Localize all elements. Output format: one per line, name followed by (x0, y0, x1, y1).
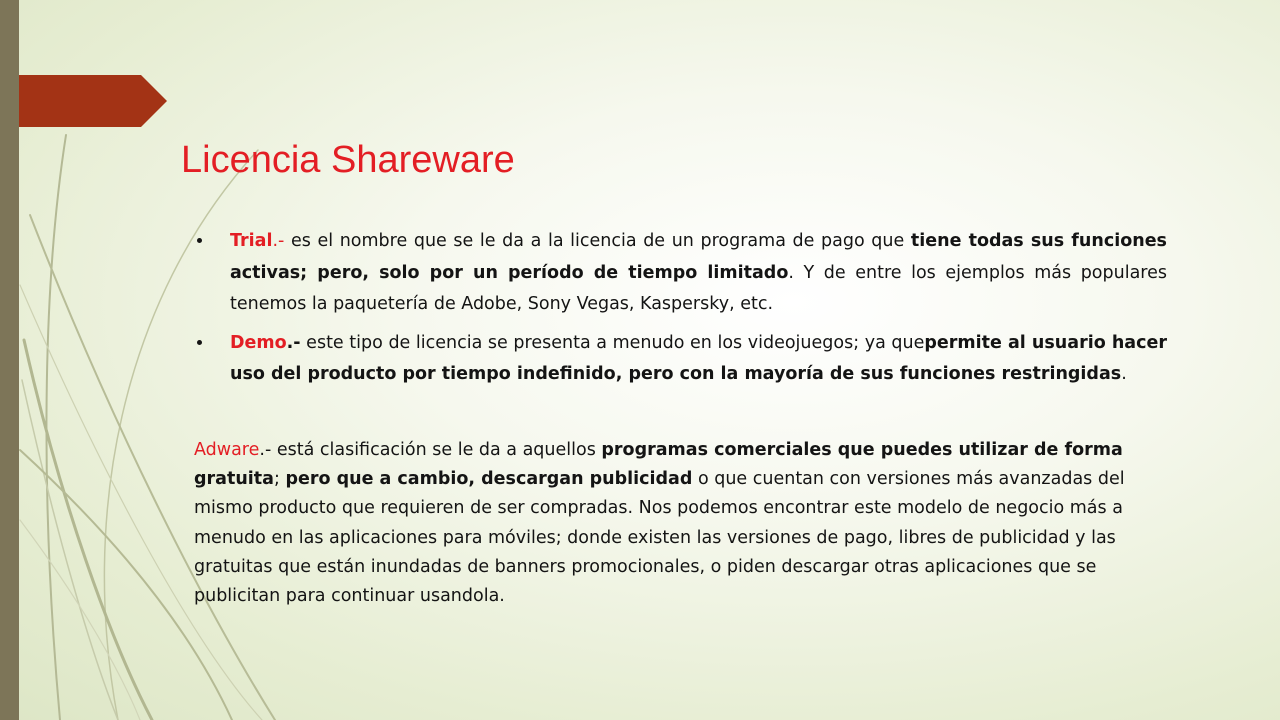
left-decorative-bar (0, 0, 19, 720)
adware-highlight-1: programas comerciales que puedes utilizar de forma gratuita (194, 440, 1123, 490)
list-item-demo (192, 328, 1167, 391)
adware-text-3: o que cuentan con versiones más avanzadas del mismo producto que requieren de ser compradas. Nos podemos encontrar este modelo de negocio más a menudo en las aplicaciones para móviles; donde existen las versiones de pago, libres de publicidad y las gratuitas que están inundadas de banners promocionales, o piden descargar otras aplicaciones que se publicitan para continuar usandola. (194, 469, 1125, 607)
adware-paragraph (194, 436, 1174, 611)
title-accent-arrow-shape (19, 75, 167, 127)
demo-text: este tipo de licencia se presenta a menudo en los videojuegos; ya que (300, 332, 925, 353)
demo-text-end: . (1121, 364, 1127, 384)
trial-highlight: tiene todas sus funciones activas; pero, solo por un período de tiempo limitado (230, 231, 1167, 283)
term-trial: Trial.- (230, 231, 285, 251)
license-types-list (192, 226, 1167, 391)
slide-title: Licencia Shareware (181, 139, 515, 181)
term-adware: Adware (194, 440, 260, 460)
bullet-dot-icon (197, 238, 202, 243)
list-item-trial (192, 226, 1167, 321)
adware-highlight-2: pero que a cambio, descargan publicidad (285, 469, 693, 490)
trial-text-end: . Y de entre los ejemplos más populares tenemos la paquetería de Adobe, Sony Vegas, Kaspersky, etc. (230, 262, 1167, 314)
adware-text: .- está clasificación se le da a aquellos (259, 440, 602, 460)
adware-text-2: ; (273, 469, 286, 490)
bullet-dot-icon (197, 340, 202, 345)
trial-text: es el nombre que se le da a la licencia de un programa de pago que (284, 231, 911, 251)
term-demo: Demo.- (230, 332, 301, 353)
demo-highlight: permite al usuario hacer uso del producto por tiempo indefinido, pero con la mayoría de sus funciones restringidas (230, 332, 1167, 384)
